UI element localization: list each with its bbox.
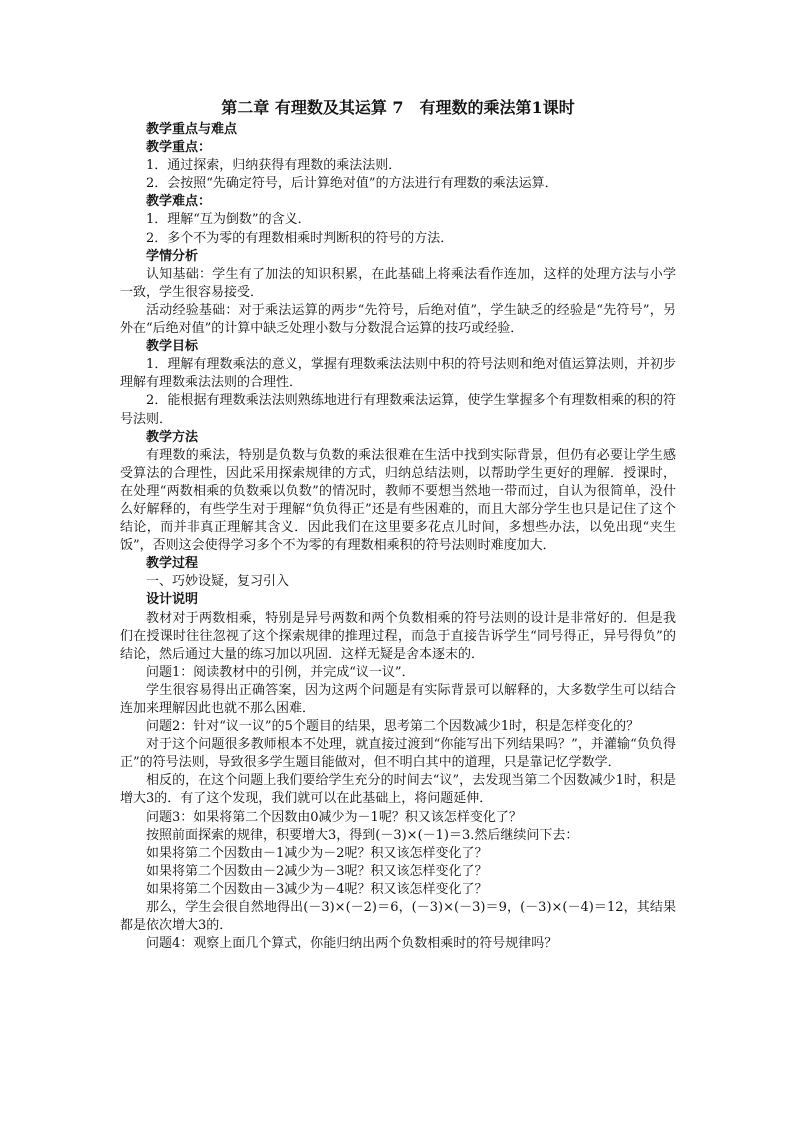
- followup-question-2: 如果将第二个因数由－2减少为－3呢？积又该怎样变化了？: [146, 863, 488, 879]
- question-1: 问题1：阅读教材中的引例，并完成“议一议”．: [146, 664, 415, 680]
- section-heading-method: 教学方法: [146, 429, 199, 445]
- goals-paragraph-1: 1．理解有理数乘法的意义，掌握有理数乘法法则中积的符号法则和绝对值运算法则，并初步理解有理数乘法法则的合理性．: [120, 357, 676, 391]
- section-heading-goals: 教学目标: [146, 339, 199, 355]
- design-paragraph-2: 学生很容易得出正确答案，因为这两个问题是有实际背景可以解释的，大多数学生可以结合连加来理解因此也就不那么困难．: [120, 682, 676, 716]
- analysis-paragraph-2: 活动经验基础：对于乘法运算的两步“先符号，后绝对值”，学生缺乏的经验是“先符号”，另外在“后绝对值”的计算中缺乏处理小数与分数混合运算的技巧或经验．: [120, 302, 676, 337]
- process-subheading-1: 一、巧妙设疑，复习引入: [146, 574, 290, 590]
- method-paragraph: 有理数的乘法，特别是负数与负数的乘法很难在生活中找到实际背景，但仍有必要让学生感受算法的合理性，因此采用探索规律的方式，归纳总结法则，以帮助学生更好的理解．授课时，在处理“两数相乘的负数乘以负数”的情况时，教师不要想当然地一带而过，自认为很简单，没什么好解释的，有些学生对于理解“负负得正”还是有些困难的，而且大部分学生也只是记住了这个结论，而并非真正理解其含义．因此我们在这里要多花点儿时间，多想些办法，以免出现“夹生饭”，否则这会使得学习多个不为零的有理数相乘积的符号法则时难度加大．: [120, 447, 676, 554]
- difficult-point-1: 1．理解“互为倒数”的含义．: [146, 212, 311, 228]
- document-title: 第二章 有理数及其运算 7 有理数的乘法第1课时: [221, 98, 575, 117]
- design-paragraph-5: 按照前面探索的规律，积要增大3，得到(－3)×(－1)＝3.然后继续问下去：: [146, 827, 579, 843]
- followup-question-3: 如果将第二个因数由－3减少为－4呢？积又该怎样变化了？: [146, 881, 488, 897]
- section-heading-process: 教学过程: [146, 556, 199, 572]
- design-paragraph-6: 那么，学生会很自然地得出(－3)×(－2)＝6，(－3)×(－3)＝9，(－3)×(－4)＝12，其结果都是依次增大3的．: [120, 900, 676, 934]
- analysis-paragraph-1: 认知基础：学生有了加法的知识积累，在此基础上将乘法看作连加，这样的处理方法与小学一致，学生很容易接受．: [120, 266, 676, 300]
- goals-paragraph-2: 2．能根据有理数乘法法则熟练地进行有理数乘法运算，使学生掌握多个有理数相乘的积的符号法则．: [120, 393, 676, 427]
- question-3: 问题3：如果将第二个因数由0减少为－1呢？积又该怎样变化了？: [146, 809, 522, 825]
- section-heading-key-difficult: 教学重点与难点: [146, 122, 238, 137]
- followup-question-1: 如果将第二个因数由－1减少为－2呢？积又该怎样变化了？: [146, 845, 488, 861]
- design-paragraph-1: 教材对于两数相乘，特别是异号两数和两个负数相乘的符号法则的设计是非常好的．但是我们在授课时往往忽视了这个探索规律的推理过程，而急于直接告诉学生“同号得正，异号得负”的结论，然后通过大量的练习加以巩固．这样无疑是舍本逐末的．: [120, 610, 676, 662]
- question-2: 问题2：针对“议一议”的5个题目的结果，思考第二个因数减少1时，积是怎样变化的？: [146, 719, 640, 735]
- document-page: [120, 98, 676, 953]
- design-notes-heading: 设计说明: [146, 592, 199, 608]
- subheading-key-points: 教学重点：: [146, 140, 212, 156]
- design-paragraph-4: 相反的，在这个问题上我们要给学生充分的时间去“议”，去发现当第二个因数减少1时，积是增大3的．有了这个发现，我们就可以在此基础上，将问题延伸．: [120, 773, 676, 807]
- key-point-2: 2．会按照“先确定符号，后计算绝对值”的方法进行有理数的乘法运算．: [146, 176, 558, 192]
- difficult-point-2: 2．多个不为零的有理数相乘时判断积的符号的方法．: [146, 230, 454, 246]
- section-heading-analysis: 学情分析: [146, 248, 199, 264]
- design-paragraph-3: 对于这个问题很多教师根本不处理，就直接过渡到“你能写出下列结果吗？”，并灌输“负负得正”的符号法则，导致很多学生题目能做对，但不明白其中的道理，只是靠记忆学数学．: [120, 737, 676, 771]
- subheading-difficult-points: 教学难点：: [146, 194, 212, 210]
- key-point-1: 1．通过探索，归纳获得有理数的乘法法则．: [146, 158, 402, 174]
- question-4: 问题4：观察上面几个算式，你能归纳出两个负数相乘时的符号规律吗？: [146, 936, 558, 952]
